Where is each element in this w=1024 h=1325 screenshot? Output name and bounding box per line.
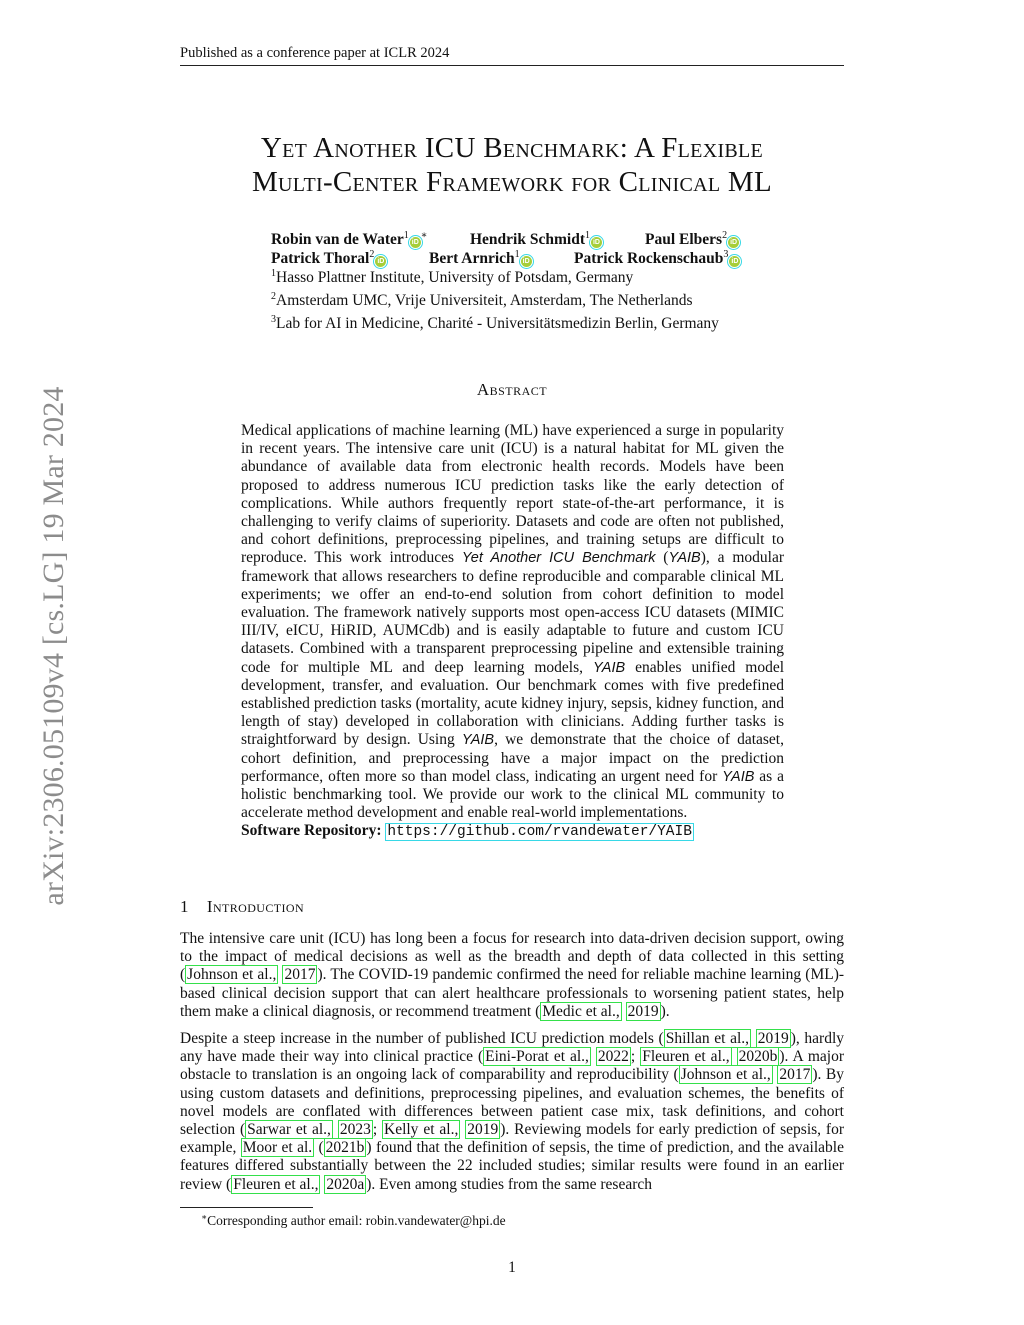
- corresponding-author-mark: ∗: [420, 230, 428, 241]
- citation-link[interactable]: Shillan et al.,: [665, 1030, 750, 1048]
- citation-year-link[interactable]: 2020b: [738, 1048, 778, 1066]
- author-name: Paul Elbers: [645, 231, 723, 248]
- citation-link[interactable]: Johnson et al.,: [680, 1066, 771, 1084]
- body-text: ). Reviewing models for early prediction of sepsis, for example,: [180, 1121, 845, 1157]
- title-line-2: Multi-Center Framework for Clinical ML: [251, 166, 773, 198]
- body-text: ).: [660, 1002, 670, 1020]
- running-header: Published as a conference paper at ICLR 2024: [180, 45, 450, 61]
- paper-title: [150, 131, 874, 199]
- citation-year-link[interactable]: 2019: [757, 1030, 789, 1048]
- abstract-text: enables unified model development, transfer, and evaluation. Our benchmark comes with five predefined established prediction tasks (mortality, acute kidney injury, sepsis, kidney function, and length of stay) developed in collaboration with clinicians. Adding further tasks is straightforward by design. Using: [241, 658, 785, 749]
- citation-link[interactable]: Sarwar et al.,: [247, 1121, 331, 1139]
- author-name: Patrick Thoral: [271, 250, 370, 267]
- citation-link[interactable]: Kelly et al.,: [384, 1121, 459, 1139]
- body-text: ). By using custom datasets and definitions, preprocessing pipelines, and evaluation schemes, the benefits of novel models are conflated with differences between patient case mix, task definitions, and cohort selection (: [180, 1066, 844, 1139]
- footnote-mark: ∗: [201, 1212, 208, 1222]
- citation-year-link[interactable]: 2019: [467, 1121, 499, 1139]
- body-text: ;: [630, 1048, 641, 1066]
- yaib-name: YAIB: [461, 732, 495, 749]
- section-heading-introduction: [180, 897, 844, 917]
- header-rule: [180, 65, 844, 66]
- citation-link[interactable]: Medic et al.,: [542, 1002, 620, 1020]
- yaib-name: YAIB: [722, 768, 755, 785]
- body-text: ) found that the definition of sepsis, the time of prediction, and the available features differed substantially between the 22 included studies; similar results were found in an earlier review (: [180, 1139, 844, 1193]
- citation-year-link[interactable]: 2022: [597, 1048, 629, 1066]
- affiliation-text: Amsterdam UMC, Vrije Universiteit, Amsterdam, The Netherlands: [276, 292, 693, 309]
- author-affiliation-mark: 1: [403, 230, 409, 241]
- author-affiliation-mark: 1: [584, 230, 590, 241]
- arxiv-stamp[interactable]: arXiv:2306.05109v4 [cs.LG] 19 Mar 2024: [37, 386, 70, 906]
- author-affiliation-mark: 2: [369, 249, 375, 260]
- author-name: Bert Arnrich: [429, 250, 515, 267]
- citation-year-link[interactable]: 2019: [627, 1002, 659, 1020]
- body-text: (: [314, 1139, 324, 1157]
- affiliation-2: [271, 287, 831, 310]
- author-block: [271, 226, 831, 333]
- yaib-name: YAIB: [668, 550, 701, 567]
- author-affiliation-mark: 3: [723, 249, 729, 260]
- affiliation-text: Lab for AI in Medicine, Charité - Universitätsmedizin Berlin, Germany: [276, 315, 719, 332]
- author-name: Hendrik Schmidt: [470, 231, 585, 248]
- body-text: Despite a steep increase in the number of published ICU prediction models (: [180, 1030, 664, 1048]
- repository-link[interactable]: https://github.com/rvandewater/YAIB: [387, 824, 692, 841]
- author-bert-arnrich: [429, 245, 532, 268]
- intro-paragraph-1: [180, 930, 844, 1021]
- abstract-text: ), a modular framework that allows researchers to define reproducible and comparable clinical ML experiments; we offer an end-to-end solution from cohort definition to model evaluation. The framework natively supports most open-access ICU datasets (MIMIC III/IV, eICU, HiRID, AUMCdb) and is easily adaptable to future and custom ICU datasets. Combined with a transparent preprocessing pipeline and extensible training code for multiple ML and deep learning models,: [241, 549, 784, 676]
- author-patrick-thoral: [271, 245, 386, 268]
- footnote: [201, 1209, 506, 1229]
- affiliation-number: 1: [271, 268, 276, 279]
- orcid-icon[interactable]: iD: [592, 239, 600, 246]
- author-name: Robin van de Water: [271, 231, 404, 248]
- body-text: ), hardly any have made their way into clinical practice (: [180, 1030, 845, 1066]
- abstract-body: [241, 422, 784, 842]
- author-patrick-rockenschaub: [574, 245, 740, 268]
- orcid-icon[interactable]: iD: [730, 239, 738, 246]
- author-name: Patrick Rockenschaub: [574, 250, 724, 267]
- citation-year-link[interactable]: 2023: [339, 1121, 371, 1139]
- abstract-text: as a holistic benchmarking tool. We provide our work to the clinical ML community to accelerate method development and enable real-world implementations.: [241, 767, 784, 822]
- title-line-1: Yet Another ICU Benchmark: A Flexible: [260, 132, 764, 164]
- affiliation-number: 3: [271, 314, 276, 325]
- yaib-full-name: Yet Another ICU Benchmark: [461, 550, 656, 567]
- citation-link[interactable]: Fleuren et al.,: [233, 1175, 319, 1193]
- section-title: Introduction: [206, 897, 305, 916]
- orcid-icon[interactable]: iD: [731, 258, 739, 265]
- citation-year-link[interactable]: 2020a: [326, 1175, 365, 1193]
- footnote-text: Corresponding author email: robin.vandewater@hpi.de: [207, 1213, 506, 1228]
- software-repository-line: [241, 822, 784, 841]
- footnote-rule: [180, 1207, 313, 1208]
- orcid-icon[interactable]: iD: [522, 258, 530, 265]
- citation-year-link[interactable]: 2017: [284, 966, 316, 984]
- citation-link[interactable]: Moor et al.: [242, 1139, 313, 1157]
- body-text: The intensive care unit (ICU) has long been a focus for research into data-driven decision support, owing to the impact of medical decisions as well as the breadth and depth of data collected in this setting (: [180, 930, 844, 984]
- author-row-2: [271, 245, 831, 267]
- body-text: ;: [372, 1121, 382, 1139]
- page-number: 1: [508, 1259, 516, 1276]
- citation-link[interactable]: Fleuren et al.,: [642, 1048, 730, 1066]
- author-row-1: [271, 226, 831, 248]
- yaib-name: YAIB: [592, 659, 626, 676]
- affiliation-text: Hasso Plattner Institute, University of Potsdam, Germany: [276, 269, 634, 286]
- orcid-icon[interactable]: iD: [411, 239, 419, 246]
- citation-year-link[interactable]: 2021b: [325, 1139, 365, 1157]
- affiliation-3: [271, 310, 831, 333]
- intro-paragraph-2: [180, 1030, 844, 1194]
- body-text: ). Even among studies from the same research: [366, 1175, 653, 1193]
- abstract-text: Medical applications of machine learning (ML) have experienced a surge in popularity in recent years. The intensive care unit (ICU) is a natural habitat for ML given the abundance of available data from electronic health records. Models have been proposed to address numerous ICU prediction tasks like the early detection of complications. While authors frequently report state-of-the-art performance, it is challenging to verify claims of superiority. Datasets and code are often not published, and cohort definitions, preprocessing pipelines, and training setups are difficult to reproduce. This work introduces: [241, 422, 784, 567]
- body-text: ). A major obstacle to translation is an ongoing lack of comparability and reproducibility (: [180, 1048, 844, 1084]
- abstract-text: (: [655, 549, 669, 567]
- abstract-text: , we demonstrate that the choice of dataset, cohort definition, and preprocessing have a major impact on the prediction performance, often more so than model class, indicating an urgent need for: [241, 731, 784, 785]
- section-number: 1: [180, 897, 189, 916]
- software-repository-label: Software Repository:: [241, 822, 382, 840]
- citation-link[interactable]: Eini-Porat et al.,: [485, 1048, 589, 1066]
- author-affiliation-mark: 1: [514, 249, 520, 260]
- citation-link[interactable]: Johnson et al.,: [187, 966, 277, 984]
- affiliation-number: 2: [271, 291, 276, 302]
- citation-year-link[interactable]: 2017: [779, 1066, 811, 1084]
- abstract-heading: Abstract: [476, 380, 548, 399]
- body-text: ). The COVID-19 pandemic confirmed the need for reliable machine learning (ML)-based clinical decision support that can alert healthcare professionals to worsening patient states, help them make a clinical diagnosis, or recommend treatment (: [180, 966, 845, 1020]
- orcid-icon[interactable]: iD: [377, 258, 385, 265]
- author-affiliation-mark: 2: [722, 230, 728, 241]
- introduction-body: [180, 930, 844, 1203]
